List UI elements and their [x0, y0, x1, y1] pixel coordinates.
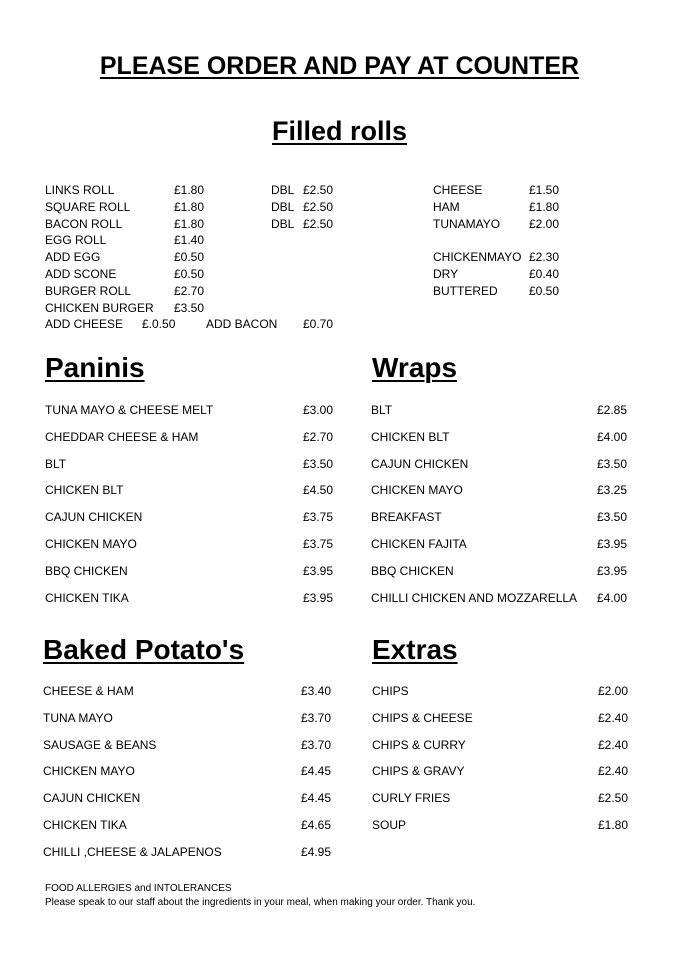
potato-item-name: SAUSAGE & BEANS — [43, 737, 157, 752]
add-bacon-label: ADD BACON — [206, 317, 278, 331]
potato-item-name: CHEESE & HAM — [43, 684, 134, 698]
wrap-item-price: £4.00 — [597, 429, 628, 444]
roll-item-dbl-price: £2.50 — [303, 183, 334, 197]
roll-item-dbl-label: DBL — [271, 216, 295, 231]
roll-item-name: EGG ROLL — [45, 233, 107, 248]
filling-item-name: BUTTERED — [433, 283, 498, 298]
filled-rolls-heading: Filled rolls — [271, 116, 408, 146]
potato-item-name: CAJUN CHICKEN — [43, 791, 141, 806]
panini-item-name: CHICKEN MAYO — [45, 537, 137, 551]
panini-item-name: BBQ CHICKEN — [45, 563, 128, 578]
add-cheese-label: ADD CHEESE — [45, 317, 124, 331]
roll-item-price: £1.80 — [174, 199, 205, 214]
extras-heading: Extras — [372, 634, 458, 665]
potato-item-name: TUNA MAYO — [43, 710, 113, 725]
panini-item-price: £3.75 — [303, 537, 334, 551]
roll-item-price: £0.50 — [174, 250, 205, 265]
wrap-item-price: £3.50 — [597, 510, 628, 525]
extra-item-name: CHIPS & CURRY — [372, 737, 466, 752]
roll-item-price: £1.80 — [174, 183, 205, 197]
potato-item-price: £4.45 — [301, 791, 332, 806]
extra-item-name: CURLY FRIES — [372, 791, 451, 806]
roll-item-name: SQUARE ROLL — [45, 199, 131, 214]
wraps-heading: Wraps — [372, 352, 458, 383]
panini-item-price: £3.00 — [303, 403, 334, 417]
panini-item-price: £3.50 — [303, 456, 334, 471]
wrap-item-name: CAJUN CHICKEN — [371, 456, 469, 471]
panini-item-price: £4.50 — [303, 483, 334, 498]
allergy-heading: FOOD ALLERGIES and INTOLERANCES — [45, 883, 232, 894]
roll-item-dbl-price: £2.50 — [303, 199, 334, 214]
wrap-item-name: CHICKEN MAYO — [371, 483, 463, 498]
add-cheese-price: £.0.50 — [142, 317, 176, 331]
extra-item-price: £2.40 — [598, 764, 629, 779]
roll-item-dbl-label: DBL — [271, 183, 295, 197]
potato-item-price: £4.65 — [301, 818, 332, 832]
potato-item-name: CHILLI ,CHEESE & JALAPENOS — [43, 844, 222, 859]
panini-item-price: £2.70 — [303, 429, 334, 444]
roll-item-name: ADD SCONE — [45, 267, 117, 281]
wrap-item-price: £3.25 — [597, 483, 628, 498]
filling-item-name: CHICKENMAYO — [433, 250, 522, 265]
panini-item-name: CHEDDAR CHEESE & HAM — [45, 429, 199, 444]
potato-item-name: CHICKEN TIKA — [43, 818, 127, 832]
extra-item-price: £2.50 — [598, 791, 629, 806]
roll-item-name: LINKS ROLL — [45, 183, 115, 197]
wrap-item-name: BREAKFAST — [371, 510, 442, 525]
roll-item-name: BURGER ROLL — [45, 283, 132, 298]
wrap-item-price: £4.00 — [597, 590, 628, 605]
panini-item-name: TUNA MAYO & CHEESE MELT — [45, 403, 214, 417]
panini-item-name: CAJUN CHICKEN — [45, 510, 143, 525]
wrap-item-name: BLT — [371, 403, 393, 417]
panini-item-price: £3.75 — [303, 510, 334, 525]
filling-item-price: £2.30 — [529, 250, 560, 265]
potato-item-price: £4.95 — [301, 844, 332, 859]
roll-item-name: CHICKEN BURGER — [45, 300, 154, 315]
roll-item-price: £2.70 — [174, 283, 205, 298]
extra-item-name: CHIPS & CHEESE — [372, 710, 473, 725]
potato-item-price: £3.70 — [301, 710, 332, 725]
filling-item-name: TUNAMAYO — [433, 216, 501, 231]
wrap-item-price: £2.85 — [597, 403, 628, 417]
potato-item-price: £4.45 — [301, 764, 332, 779]
extra-item-price: £2.40 — [598, 737, 629, 752]
roll-item-name: ADD EGG — [45, 250, 101, 265]
extra-item-price: £2.00 — [598, 684, 629, 698]
baked-potatoes-heading: Baked Potato's — [43, 634, 245, 665]
extra-item-price: £2.40 — [598, 710, 629, 725]
order-notice-heading: PLEASE ORDER AND PAY AT COUNTER — [99, 52, 580, 80]
roll-item-dbl-label: DBL — [271, 199, 295, 214]
filling-item-name: DRY — [433, 267, 459, 281]
extra-item-price: £1.80 — [598, 818, 629, 832]
roll-item-price: £3.50 — [174, 300, 205, 315]
add-bacon-price: £0.70 — [303, 317, 334, 331]
filling-item-price: £2.00 — [529, 216, 560, 231]
roll-item-name: BACON ROLL — [45, 216, 123, 231]
extra-item-name: CHIPS & GRAVY — [372, 764, 465, 779]
filling-item-price: £0.40 — [529, 267, 560, 281]
extra-item-name: CHIPS — [372, 684, 409, 698]
panini-item-name: CHICKEN TIKA — [45, 590, 129, 605]
filling-item-name: HAM — [433, 199, 460, 214]
wrap-item-name: CHILLI CHICKEN AND MOZZARELLA — [371, 590, 578, 605]
roll-item-price: £0.50 — [174, 267, 205, 281]
filling-item-price: £1.50 — [529, 183, 560, 197]
filling-item-price: £1.80 — [529, 199, 560, 214]
potato-item-name: CHICKEN MAYO — [43, 764, 135, 779]
roll-item-dbl-price: £2.50 — [303, 216, 334, 231]
extra-item-name: SOUP — [372, 818, 407, 832]
potato-item-price: £3.40 — [301, 684, 332, 698]
wrap-item-name: CHICKEN FAJITA — [371, 537, 467, 551]
potato-item-price: £3.70 — [301, 737, 332, 752]
panini-item-name: BLT — [45, 456, 67, 471]
panini-item-price: £3.95 — [303, 563, 334, 578]
wrap-item-price: £3.95 — [597, 563, 628, 578]
filling-item-name: CHEESE — [433, 183, 483, 197]
filling-item-price: £0.50 — [529, 283, 560, 298]
paninis-heading: Paninis — [45, 352, 145, 383]
wrap-item-name: BBQ CHICKEN — [371, 563, 454, 578]
roll-item-price: £1.40 — [174, 233, 205, 248]
wrap-item-price: £3.50 — [597, 456, 628, 471]
panini-item-price: £3.95 — [303, 590, 334, 605]
roll-item-price: £1.80 — [174, 216, 205, 231]
panini-item-name: CHICKEN BLT — [45, 483, 124, 498]
wrap-item-name: CHICKEN BLT — [371, 429, 450, 444]
allergy-notice: Please speak to our staff about the ingredients in your meal, when making your order. Thank you. — [45, 897, 476, 908]
wrap-item-price: £3.95 — [597, 537, 628, 551]
